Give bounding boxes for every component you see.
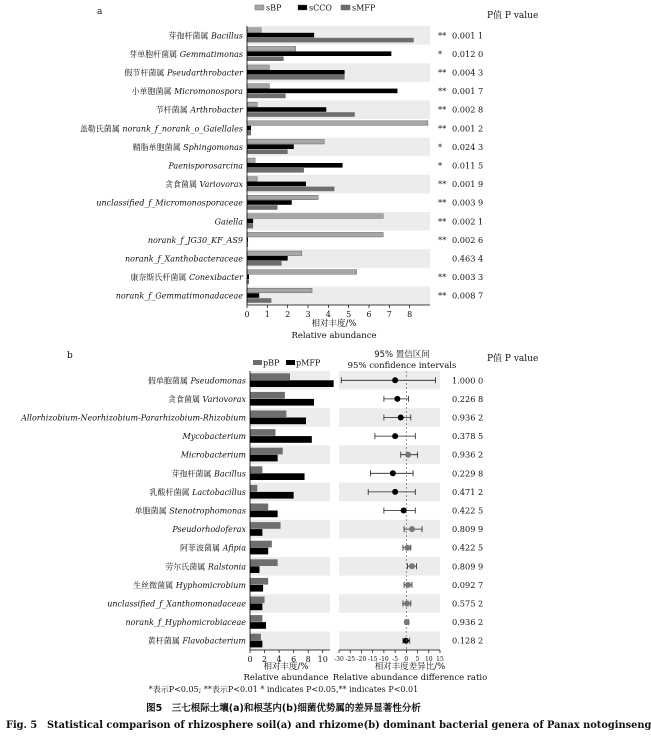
bar-sCCO xyxy=(247,163,343,168)
category-label: unclassified_f_Micromonosporaceae xyxy=(96,198,243,208)
ci-point xyxy=(404,545,410,551)
bar-sBP xyxy=(247,214,383,219)
category-label: Pseudorhodoferax xyxy=(172,525,246,535)
bar-sCCO xyxy=(247,293,259,298)
ci-point xyxy=(398,415,404,421)
bar-pBP xyxy=(250,541,272,548)
category-label: 阿菲波菌属 Afipia xyxy=(180,543,246,553)
p-value: ** 0.001 7 xyxy=(438,86,484,97)
x-tick-label: 8 xyxy=(305,655,311,664)
p-value: * 0.012 0 xyxy=(438,48,484,59)
ci-point xyxy=(392,433,398,439)
category-label: 盖勒氏菌属 norank_f_norank_o_Gaiellales xyxy=(79,124,243,134)
bar-sMFP xyxy=(247,112,355,117)
legend-swatch xyxy=(298,5,307,10)
diff-x-tick-label: 5 xyxy=(415,656,420,663)
category-label: 贪食菌属 Variovorax xyxy=(165,180,243,190)
bar-sMFP xyxy=(247,75,345,80)
ci-point xyxy=(409,526,415,532)
panel-a-pvalues xyxy=(438,30,483,300)
bar-sMFP xyxy=(247,261,282,266)
bar-sBP xyxy=(247,102,257,107)
panel-a-x-label-cn: 相对丰度/% xyxy=(311,319,357,329)
footnote: *表示P<0.05; **表示P<0.01 * indicates P<0.05,** indicates P<0.01 xyxy=(148,685,419,694)
category-label: 劳尔氏菌属 Ralstonia xyxy=(165,562,246,572)
bar-pBP xyxy=(250,597,265,604)
x-tick-label: 2 xyxy=(285,310,291,319)
p-value: * 0.011 5 xyxy=(438,160,484,171)
p-value: 0.128 2 xyxy=(452,635,484,646)
bar-pMFP xyxy=(250,455,278,462)
bar-pMFP xyxy=(250,529,262,536)
bar-pBP xyxy=(250,429,275,436)
x-tick-label: 5 xyxy=(346,310,352,319)
bar-sCCO xyxy=(247,107,326,112)
panel-b-ci-header-cn: 95% 置信区间 xyxy=(374,350,430,360)
bar-sBP xyxy=(247,84,269,89)
x-tick-label: 10 xyxy=(317,655,328,664)
category-label: 康奈斯氏杆菌属 Conexibacter xyxy=(130,273,243,283)
p-value: 0.809 9 xyxy=(452,524,484,535)
bar-sBP xyxy=(247,177,257,182)
panel-a-x-label-en: Relative abundance xyxy=(291,331,377,341)
bar-sMFP xyxy=(247,56,284,61)
category-label: Allorhizobium-Neorhizobium-Pararhizobium-Rhizobium xyxy=(21,413,246,423)
p-value: 0.226 8 xyxy=(452,393,484,404)
p-value: 0.422 5 xyxy=(452,542,484,553)
legend-label: sMFP xyxy=(352,3,376,13)
ci-point xyxy=(401,508,407,514)
bar-pBP xyxy=(250,522,281,529)
bar-sMFP xyxy=(247,298,271,303)
p-value: ** 0.002 8 xyxy=(438,104,484,115)
p-value: 0.092 7 xyxy=(452,579,484,590)
category-label: 芽单胞杆菌属 Gemmatimonas xyxy=(129,49,243,59)
x-tick-label: 4 xyxy=(325,310,331,319)
legend-label: sBP xyxy=(266,3,282,13)
x-tick-label: 3 xyxy=(305,310,311,319)
p-value: ** 0.001 9 xyxy=(438,179,484,190)
x-tick-label: 0 xyxy=(244,310,250,319)
bar-sBP xyxy=(247,232,383,237)
bar-sCCO xyxy=(247,182,306,187)
bar-sBP xyxy=(247,28,261,33)
category-label: 单胞菌属 Stenotrophomonas xyxy=(134,506,246,516)
panel-b-diff-label-cn: 相对丰度差异比/% xyxy=(374,662,446,672)
panel-b-legend xyxy=(253,359,321,368)
bar-sMFP xyxy=(247,94,286,99)
bar-sBP xyxy=(247,158,255,163)
diff-x-tick-label: -15 xyxy=(367,656,378,663)
panel-a-category-labels xyxy=(80,30,244,300)
bar-sMFP xyxy=(247,38,414,43)
p-value: 0.936 2 xyxy=(452,449,484,460)
bar-sCCO xyxy=(247,219,253,224)
legend-label: sCCO xyxy=(309,3,332,13)
category-label: 芽孢杆菌属 Bacillus xyxy=(168,31,243,41)
bar-pMFP xyxy=(250,585,263,592)
panel-b-x-label-cn: 相对丰度/% xyxy=(263,662,309,672)
bar-pMFP xyxy=(250,641,262,648)
category-label: norank_f_Xanthobacteraceae xyxy=(125,254,243,264)
ci-point xyxy=(403,638,409,644)
bar-pBP xyxy=(250,615,262,622)
bar-pBP xyxy=(250,448,283,455)
x-tick-label: 6 xyxy=(291,655,297,664)
bar-sCCO xyxy=(247,51,391,56)
category-label: Paenisporosarcina xyxy=(168,161,243,171)
bar-sBP xyxy=(247,195,318,200)
category-label: Microbacterium xyxy=(180,450,246,460)
category-label: unclassified_f_Xanthomonadaceae xyxy=(107,599,246,609)
bar-pBP xyxy=(250,392,285,399)
category-label: Mycobacterium xyxy=(182,432,246,442)
category-label: 黄杆菌属 Flavobacterium xyxy=(147,636,246,646)
bar-sCCO xyxy=(247,89,397,94)
p-value: ** 0.002 1 xyxy=(438,216,484,227)
bar-sCCO xyxy=(247,126,251,131)
p-value: ** 0.003 3 xyxy=(438,272,484,283)
category-label: norank_f_Gemmatimonadaceae xyxy=(115,291,243,301)
x-tick-label: 0 xyxy=(247,655,253,664)
p-value: ** 0.001 2 xyxy=(438,123,484,134)
figure-caption-en: Fig. 5 Statistical comparison of rhizosphere soil(a) and rhizome(b) dominant bacterial genera of Panax notoginseng xyxy=(6,720,651,731)
x-tick-label: 7 xyxy=(386,310,392,319)
panel-b-ci-header-en: 95% confidence intervals xyxy=(347,361,457,371)
p-value: 0.229 8 xyxy=(452,468,484,479)
bar-sMFP xyxy=(247,205,278,210)
category-label: 芽孢杆菌属 Bacillus xyxy=(171,469,246,479)
bar-pBP xyxy=(250,634,261,641)
bar-pMFP xyxy=(250,418,306,425)
bar-sMFP xyxy=(247,131,251,136)
p-value: 1.000 0 xyxy=(452,375,484,386)
category-label: norank_f_Hyphomicrobiaceae xyxy=(125,618,246,628)
legend-swatch xyxy=(255,5,264,10)
p-value: ** 0.008 7 xyxy=(438,290,484,301)
x-tick-label: 2 xyxy=(261,655,268,664)
category-label: norank_f_JG30_KF_AS9 xyxy=(147,235,243,245)
legend-label: pBP xyxy=(263,358,280,368)
ci-point xyxy=(394,396,400,402)
ci-point xyxy=(390,470,396,476)
row-stripe xyxy=(339,557,440,576)
ci-point xyxy=(404,601,410,607)
category-label: 鞘脂单胞菌属 Sphingomonas xyxy=(132,142,243,152)
p-value: 0.936 2 xyxy=(452,617,484,628)
row-stripe xyxy=(339,520,440,539)
panel-a-label: a xyxy=(97,7,103,17)
bar-sBP xyxy=(247,288,312,293)
panel-b-x-label-en: Relative abundance xyxy=(243,673,329,683)
p-value: ** 0.004 3 xyxy=(438,67,484,78)
bar-pMFP xyxy=(250,492,294,499)
diff-x-tick-label: -10 xyxy=(379,656,389,663)
legend-swatch xyxy=(253,360,262,365)
category-label: 假单胞菌属 Pseudomonas xyxy=(147,376,246,386)
diff-x-tick-label: -25 xyxy=(345,656,356,663)
panel-b-label: b xyxy=(67,351,73,361)
bar-sCCO xyxy=(247,33,314,38)
bar-pBP xyxy=(250,411,286,418)
x-tick-label: 8 xyxy=(407,310,413,319)
bar-pMFP xyxy=(250,380,334,387)
bar-pBP xyxy=(250,559,278,566)
p-value: 0.575 2 xyxy=(452,598,484,609)
x-tick-label: 1 xyxy=(264,310,270,319)
x-tick-label: 4 xyxy=(276,655,282,664)
panel-a-pvalue-header: P值 P value xyxy=(487,11,539,21)
bar-pMFP xyxy=(250,399,314,406)
p-value: ** 0.003 9 xyxy=(438,197,484,208)
panel-a-legend xyxy=(255,4,376,13)
p-value: 0.809 9 xyxy=(452,561,484,572)
bar-sCCO xyxy=(247,144,294,149)
bar-pMFP xyxy=(250,622,266,629)
diff-x-tick-label: 10 xyxy=(424,656,433,663)
figure-caption-cn: 图5 三七根际土壤(a)和根茎内(b)细菌优势属的差异显著性分析 xyxy=(146,703,421,714)
ci-point xyxy=(404,619,410,625)
p-value: 0.463 4 xyxy=(452,253,484,264)
bar-sCCO xyxy=(247,70,345,75)
legend-swatch xyxy=(286,360,295,365)
bar-pMFP xyxy=(250,511,278,518)
row-stripe xyxy=(339,631,440,650)
bar-sBP xyxy=(247,65,269,70)
p-value: * 0.024 3 xyxy=(438,141,484,152)
p-value: 0.936 2 xyxy=(452,412,484,423)
panel-b-diff-label-en: Relative abundance difference ratio xyxy=(332,673,488,683)
diff-x-tick-label: -30 xyxy=(334,656,344,663)
bar-pMFP xyxy=(250,548,268,555)
bar-sBP xyxy=(247,121,428,126)
x-tick-label: 6 xyxy=(366,310,372,319)
bar-pBP xyxy=(250,466,262,473)
bar-pBP xyxy=(250,373,290,380)
ci-point xyxy=(392,377,398,383)
panel-b-pvalues xyxy=(452,375,483,645)
p-value: ** 0.001 1 xyxy=(438,30,484,41)
panel-b xyxy=(20,349,538,683)
p-value: 0.471 2 xyxy=(452,486,484,497)
ci-point xyxy=(409,563,415,569)
p-value: 0.422 5 xyxy=(452,505,484,516)
bar-pMFP xyxy=(250,604,262,611)
ci-point xyxy=(392,489,398,495)
bar-sCCO xyxy=(247,256,288,261)
legend-label: pMFP xyxy=(296,358,321,368)
legend-swatch xyxy=(341,5,350,10)
category-label: Gaiella xyxy=(214,217,243,227)
diff-x-tick-label: -20 xyxy=(356,656,367,663)
bar-sMFP xyxy=(247,168,304,173)
bar-sCCO xyxy=(247,200,292,205)
p-value: 0.378 5 xyxy=(452,431,484,442)
bar-sBP xyxy=(247,46,296,51)
bar-pBP xyxy=(250,485,257,492)
panel-b-category-labels xyxy=(20,375,246,645)
category-label: 小单胞菌属 Micromonospora xyxy=(131,87,243,97)
diff-x-tick-label: 0 xyxy=(404,656,409,663)
category-label: 假节杆菌属 Pseudarthrobacter xyxy=(124,68,243,78)
bar-sMFP xyxy=(247,224,253,229)
category-label: 贪食菌属 Variovorax xyxy=(168,394,246,404)
category-label: 节杆菌属 Arthrobacter xyxy=(155,105,243,115)
bar-sMFP xyxy=(247,187,334,192)
bar-pBP xyxy=(250,578,268,585)
panel-b-pvalue-header: P值 P value xyxy=(487,354,539,364)
row-stripe xyxy=(339,594,440,613)
diff-x-tick-label: 15 xyxy=(436,656,444,663)
category-label: 生丝微菌属 Hyphomicrobium xyxy=(133,580,246,590)
bar-pMFP xyxy=(250,473,305,480)
bar-pMFP xyxy=(250,566,259,573)
bar-pBP xyxy=(250,504,268,511)
diff-x-tick-label: -5 xyxy=(392,656,399,663)
bar-pMFP xyxy=(250,436,312,443)
category-label: 乳酸杆菌属 Lactobacillus xyxy=(149,487,246,497)
bar-sBP xyxy=(247,251,302,256)
p-value: ** 0.002 6 xyxy=(438,234,484,245)
panel-a xyxy=(80,4,538,342)
bar-sMFP xyxy=(247,149,288,154)
row-stripe xyxy=(339,445,440,464)
bar-sBP xyxy=(247,139,324,144)
bar-sBP xyxy=(247,270,357,275)
